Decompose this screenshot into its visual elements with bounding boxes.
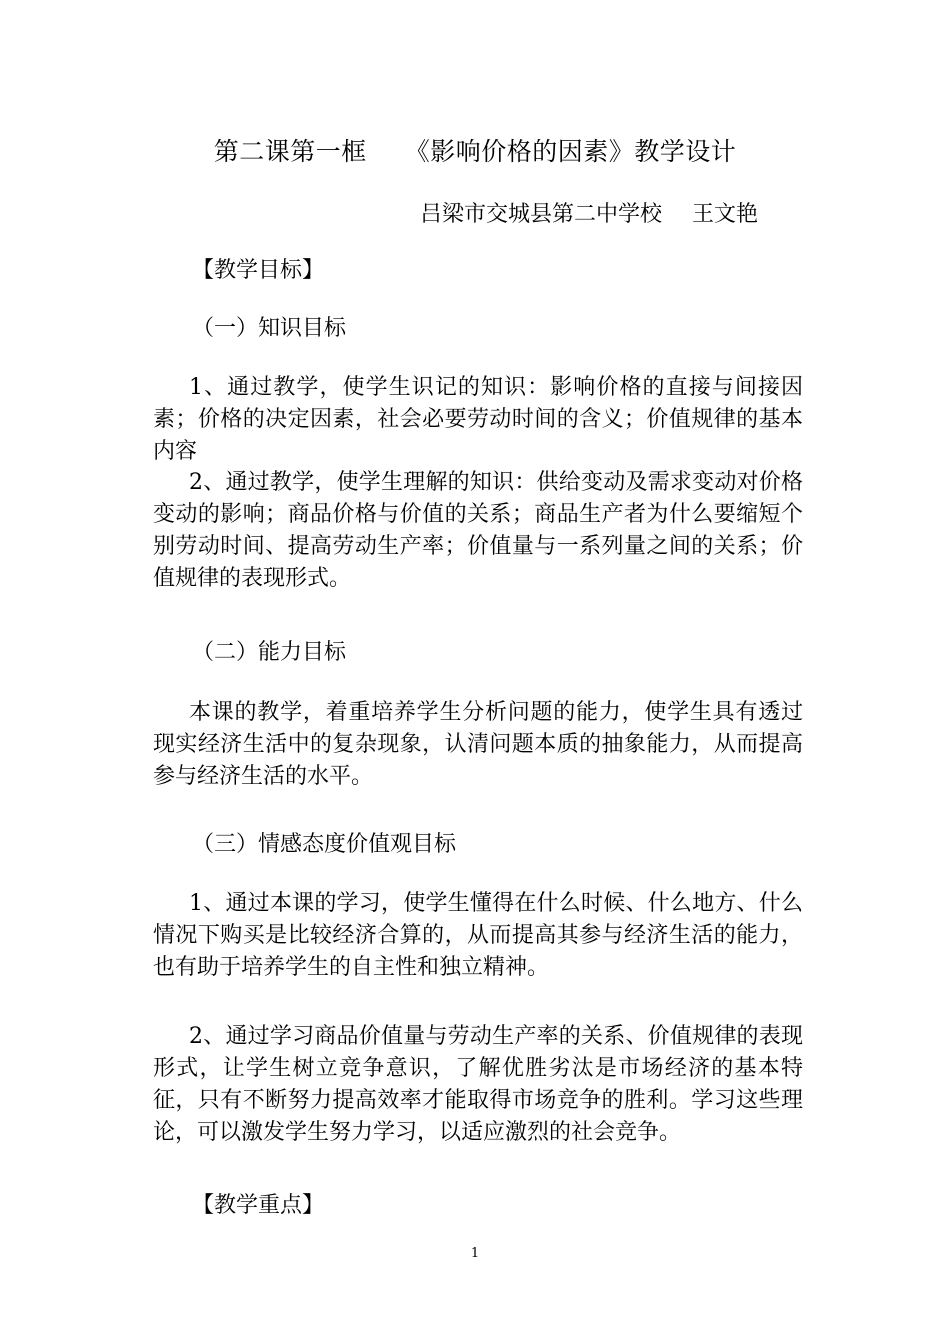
author-name: 王文艳 <box>692 202 759 227</box>
goals-heading: 【教学目标】 <box>192 258 325 283</box>
knowledge-paragraph-1: 1、通过教学，使学生识记的知识：影响价格的直接与间接因素；价格的决定因素，社会必要劳动时间的含义；价值规律的基本内容 <box>153 375 803 464</box>
title-lesson: 第二课第一框 <box>213 137 367 166</box>
document-title <box>0 132 950 168</box>
knowledge-paragraph-2: 2、通过教学，使学生理解的知识：供给变动及需求变动对价格变动的影响；商品价格与价值的关系；商品生产者为什么要缩短个别劳动时间、提高劳动生产率；价值量与一系列量之间的关系；价值规律的表现形式。 <box>153 470 803 591</box>
ability-heading: （二）能力目标 <box>192 640 347 665</box>
ability-paragraph: 本课的教学，着重培养学生分析问题的能力，使学生具有透过现实经济生活中的复杂现象，认清问题本质的抽象能力，从而提高参与经济生活的水平。 <box>153 700 803 789</box>
knowledge-heading: （一）知识目标 <box>192 316 347 341</box>
emotion-heading: （三）情感态度价值观目标 <box>192 832 457 857</box>
author-school: 吕梁市交城县第二中学校 <box>420 202 663 227</box>
key-points-heading: 【教学重点】 <box>192 1193 325 1218</box>
title-topic: 《影响价格的因素》教学设计 <box>404 137 737 166</box>
emotion-paragraph-2: 2、通过学习商品价值量与劳动生产率的关系、价值规律的表现形式，让学生树立竞争意识，了解优胜劣汰是市场经济的基本特征，只有不断努力提高效率才能取得市场竞争的胜利。学习这些理论，可以激发学生努力学习，以适应激烈的社会竞争。 <box>153 1024 803 1145</box>
emotion-paragraph-1: 1、通过本课的学习，使学生懂得在什么时候、什么地方、什么情况下购买是比较经济合算的，从而提高其参与经济生活的能力，也有助于培养学生的自主性和独立精神。 <box>153 891 803 980</box>
page-number: 1 <box>470 1246 480 1261</box>
author-line <box>420 197 758 228</box>
